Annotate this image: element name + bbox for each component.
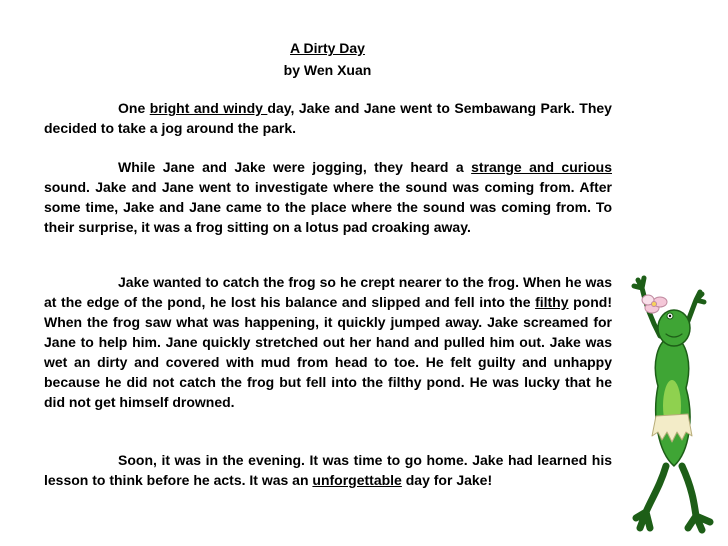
underlined-phrase: filthy xyxy=(535,294,569,310)
paragraph-3: Jake wanted to catch the frog so he crept nearer to the frog. When he was at the edge of the pond, he lost his balance and slipped and fell into the filthy pond! When the frog saw what was happening, it quickly jumped away. Jake screamed for Jane to help him. Jane quickly stretched out her hand and pulled him out. Jake was wet an dirty and covered with mud from head to toe. He felt guilty and unhappy because he did not catch the frog but fell into the filthy pond. He was lucky that he did not get himself drowned. xyxy=(44,274,612,410)
frog-right-leg xyxy=(682,466,710,530)
paragraph-2: While Jane and Jake were jogging, they heard a strange and curious sound. Jake and Jane went to investigate where the sound was coming from. After some time, Jake and Jane came to the place where the sound was coming from. To their surprise, it was a frog sitting on a lotus pad croaking away. xyxy=(44,159,612,235)
underlined-phrase: strange and curious xyxy=(471,159,612,175)
underlined-phrase: bright and windy xyxy=(149,100,268,116)
frog-illustration xyxy=(622,266,722,546)
paragraph-1: One bright and windy day, Jake and Jane went to Sembawang Park. They decided to take a jog around the park. xyxy=(44,100,612,136)
flower-icon xyxy=(642,295,667,313)
paragraph-4: Soon, it was in the evening. It was time to go home. Jake had learned his lesson to think before he acts. It was an unforgettable day for Jake! xyxy=(44,452,612,488)
story-author: by Wen Xuan xyxy=(283,62,372,78)
frog-left-leg xyxy=(636,466,666,528)
frog-head xyxy=(658,310,690,346)
underlined-phrase: unforgettable xyxy=(312,472,402,488)
story-title: A Dirty Day xyxy=(290,40,365,56)
